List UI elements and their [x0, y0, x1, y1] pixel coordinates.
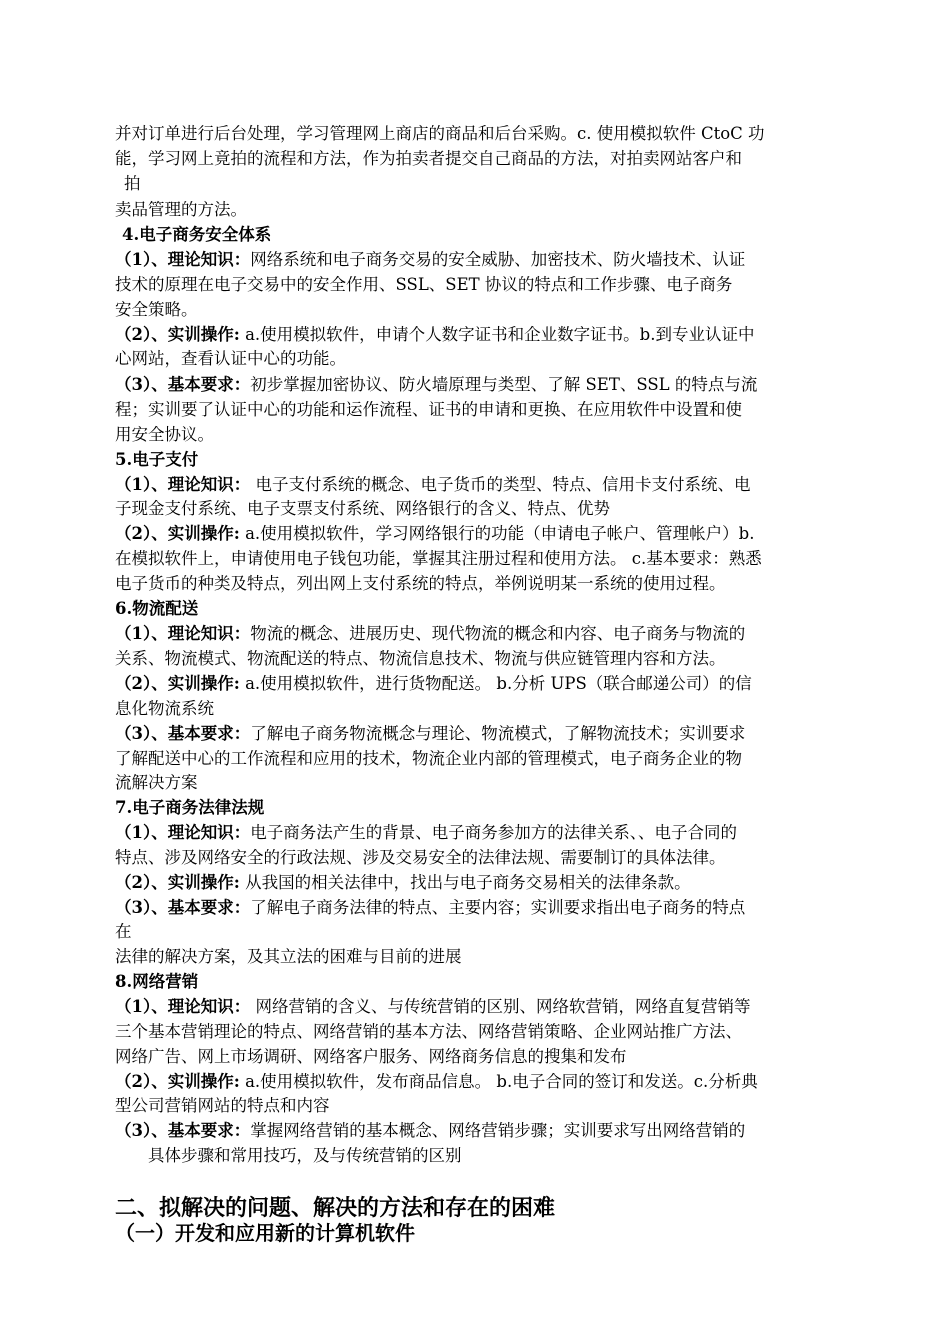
paragraph-line: 卖品管理的方法。 — [115, 200, 247, 219]
item-text: 掌握网络营销的基本概念、网络营销步骤；实训要求写出网络营销的 — [250, 1121, 746, 1140]
item-line — [115, 995, 750, 1019]
item-text: 网络营销的含义、与传统营销的区别、网络软营销，网络直复营销等 — [250, 997, 751, 1016]
item-label: （3）、基本要求： — [115, 898, 251, 917]
item-label: （1）、理论知识： — [115, 250, 251, 269]
item-text: 从我国的相关法律中，找出与电子商务交易相关的法律条款。 — [239, 873, 691, 892]
item-line: 型公司营销网站的特点和内容 — [115, 1096, 330, 1115]
item-line — [115, 522, 754, 546]
item-line: 在模拟软件上，申请使用电子钱包功能，掌握其注册过程和使用方法。 c.基本要求：熟悉 — [115, 549, 762, 568]
item-line — [115, 722, 745, 746]
item-label: （1）、理论知识： — [115, 475, 251, 494]
paragraph-line: 并对订单进行后台处理，学习管理网上商店的商品和后台采购。c. 使用模拟软件 CtoC 功 — [115, 124, 765, 143]
part-two-heading: 二、拟解决的问题、解决的方法和存在的困难 — [115, 1195, 556, 1221]
item-line — [115, 473, 750, 497]
item-text: 电子支付系统的概念、电子货币的类型、特点、信用卡支付系统、电 — [250, 475, 751, 494]
item-line: 关系、物流模式、物流配送的特点、物流信息技术、物流与供应链管理内容和方法。 — [115, 649, 726, 668]
item-text: 电子商务法产生的背景、电子商务参加方的法律关系、、电子合同的 — [250, 823, 737, 842]
item-line — [115, 1119, 745, 1143]
item-line — [115, 248, 745, 272]
item-text: 了解电子商务物流概念与理论、物流模式，了解物流技术；实训要求 — [250, 724, 746, 743]
section-heading-5: 5.电子支付 — [115, 450, 199, 469]
item-text: a.使用模拟软件，发布商品信息。 b.电子合同的签订和发送。c.分析典 — [239, 1072, 758, 1091]
item-line: 法律的解决方案，及其立法的困难与目前的进展 — [115, 947, 462, 966]
item-line: 在 — [115, 922, 132, 941]
item-label: （1）、理论知识： — [115, 624, 251, 643]
item-line: 电子货币的种类及特点，列出网上支付系统的特点，举例说明某一系统的使用过程。 — [115, 574, 726, 593]
item-label: （3）、基本要求： — [115, 724, 251, 743]
item-label: （2）、实训操作: — [115, 674, 240, 693]
section-heading-7: 7.电子商务法律法规 — [115, 798, 265, 817]
item-line: 了解配送中心的工作流程和应用的技术，物流企业内部的管理模式，电子商务企业的物 — [115, 749, 742, 768]
item-label: （2）、实训操作: — [115, 325, 240, 344]
item-line: 子现金支付系统、电子支票支付系统、网络银行的含义、特点、优势 — [115, 499, 610, 518]
item-line: 安全策略。 — [115, 300, 198, 319]
item-line — [115, 896, 745, 920]
item-line — [115, 622, 745, 646]
section-heading-8: 8.网络营销 — [115, 972, 199, 991]
paragraph-line: 能，学习网上竟拍的流程和方法，作为拍卖者提交自己商品的方法，对拍卖网站客户和 — [115, 149, 742, 168]
item-line — [115, 672, 752, 696]
section-heading-6: 6.物流配送 — [115, 599, 199, 618]
item-line: 息化物流系统 — [115, 699, 214, 718]
item-label: （3）、基本要求： — [115, 375, 251, 394]
item-line: 用安全协议。 — [115, 425, 214, 444]
item-line: 特点、涉及网络安全的行政法规、涉及交易安全的法律法规、需要制订的具体法律。 — [115, 848, 726, 867]
item-line: 流解决方案 — [115, 773, 198, 792]
item-line — [115, 871, 691, 895]
item-line — [115, 323, 754, 347]
item-text: a.使用模拟软件，进行货物配送。 b.分析 UPS（联合邮递公司）的信 — [239, 674, 752, 693]
item-text: a.使用模拟软件，学习网络银行的功能（申请电子帐户、管理帐户）b. — [239, 524, 755, 543]
item-label: （1）、理论知识： — [115, 823, 251, 842]
item-line: 三个基本营销理论的特点、网络营销的基本方法、网络营销策略、企业网站推广方法、 — [115, 1022, 742, 1041]
part-two-subheading: （一）开发和应用新的计算机软件 — [115, 1221, 415, 1245]
item-line — [115, 373, 757, 397]
paragraph-line: 拍 — [124, 174, 141, 193]
item-label: （1）、理论知识： — [115, 997, 251, 1016]
item-text: 初步掌握加密协议、防火墙原理与类型、了解 SET、SSL 的特点与流 — [250, 375, 758, 394]
section-heading-4: 4.电子商务安全体系 — [122, 225, 272, 244]
item-line: 心网站，查看认证中心的功能。 — [115, 349, 346, 368]
item-text: 网络系统和电子商务交易的安全威胁、加密技术、防火墙技术、认证 — [250, 250, 746, 269]
item-label: （2）、实训操作: — [115, 524, 240, 543]
item-line: 技术的原理在电子交易中的安全作用、SSL、SET 协议的特点和工作步骤、电子商务 — [115, 275, 733, 294]
item-label: （2）、实训操作: — [115, 1072, 240, 1091]
item-line — [115, 1070, 758, 1094]
item-line: 具体步骤和常用技巧，及与传统营销的区别 — [148, 1146, 462, 1165]
item-line: 程；实训要了认证中心的功能和运作流程、证书的申请和更换、在应用软件中设置和使 — [115, 400, 742, 419]
item-line — [115, 821, 737, 845]
item-line: 网络广告、网上市场调研、网络客户服务、网络商务信息的搜集和发布 — [115, 1047, 627, 1066]
item-label: （2）、实训操作: — [115, 873, 240, 892]
item-label: （3）、基本要求： — [115, 1121, 251, 1140]
item-text: 物流的概念、进展历史、现代物流的概念和内容、电子商务与物流的 — [250, 624, 746, 643]
item-text: 了解电子商务法律的特点、主要内容；实训要求指出电子商务的特点 — [250, 898, 746, 917]
item-text: a.使用模拟软件，申请个人数字证书和企业数字证书。b.到专业认证中 — [239, 325, 755, 344]
